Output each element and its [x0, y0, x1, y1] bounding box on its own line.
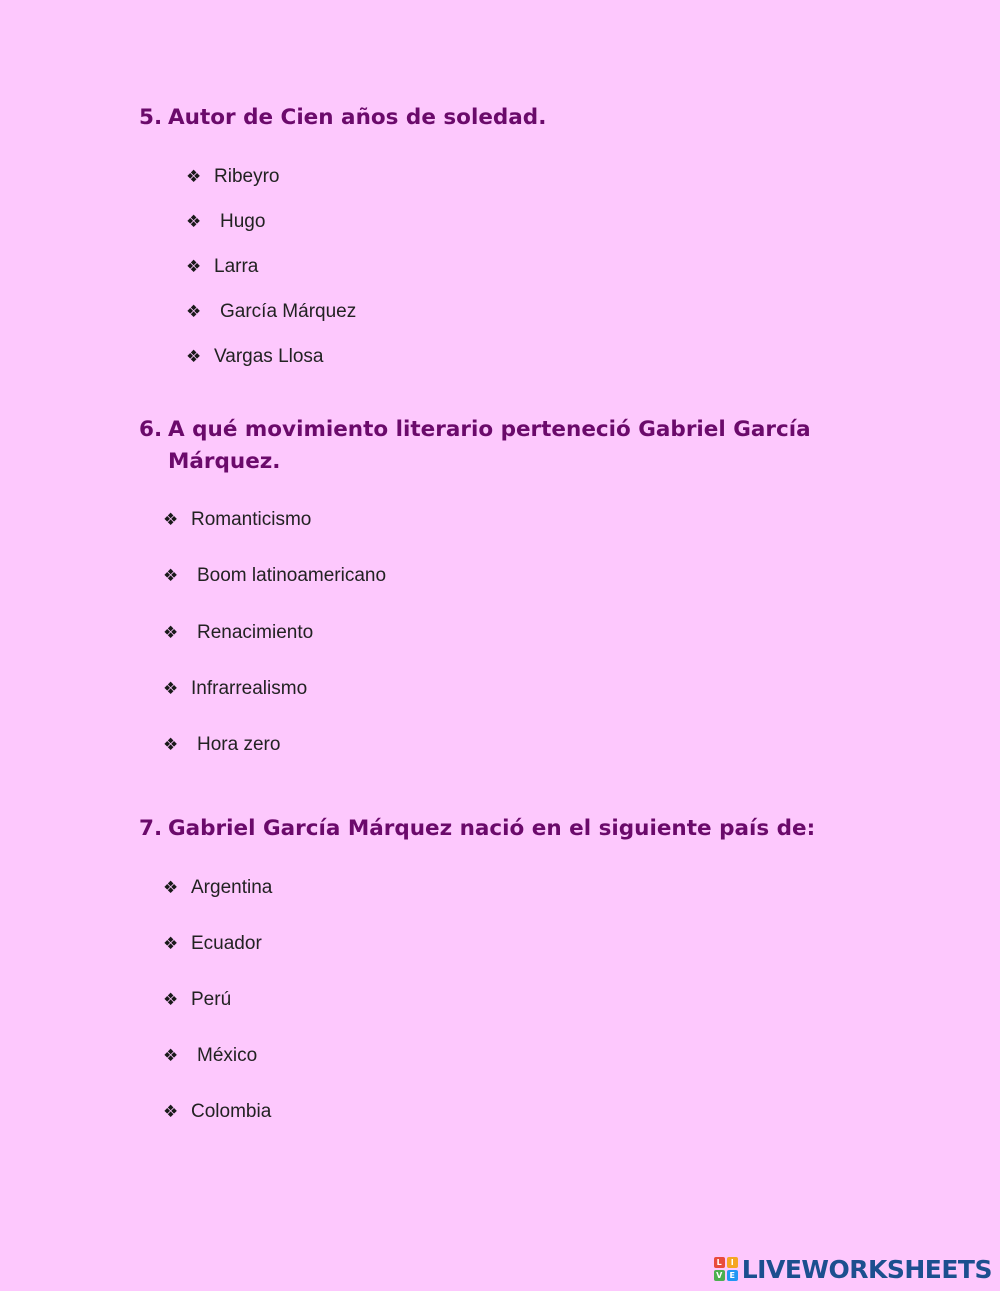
option-vargas-llosa	[186, 345, 324, 369]
option-label: Renacimiento	[197, 622, 314, 643]
option-ribeyro	[186, 165, 279, 189]
option-mexico	[163, 1044, 257, 1068]
logo-tile: V	[714, 1270, 725, 1281]
diamond-bullet-icon: ❖	[163, 1102, 179, 1122]
diamond-bullet-icon: ❖	[186, 257, 202, 277]
diamond-bullet-icon: ❖	[163, 1046, 179, 1066]
question-number: 7.	[139, 816, 163, 841]
option-hugo	[186, 210, 265, 234]
option-label: Argentina	[191, 877, 273, 898]
option-romanticismo	[163, 508, 311, 532]
diamond-bullet-icon: ❖	[163, 934, 179, 954]
diamond-bullet-icon: ❖	[186, 212, 202, 232]
diamond-bullet-icon: ❖	[186, 302, 202, 322]
option-label: Boom latinoamericano	[197, 565, 387, 586]
option-label: Romanticismo	[191, 509, 312, 530]
option-label: Perú	[191, 989, 232, 1010]
option-label: Vargas Llosa	[214, 346, 324, 367]
question-text-continued: Márquez.	[168, 449, 281, 474]
logo-tile: L	[714, 1257, 725, 1268]
diamond-bullet-icon: ❖	[163, 990, 179, 1010]
diamond-bullet-icon: ❖	[163, 878, 179, 898]
option-boom-latinoamericano	[163, 564, 386, 588]
logo-tile: E	[727, 1270, 738, 1281]
logo-tile: I	[727, 1257, 738, 1268]
option-label: Infrarrealismo	[191, 678, 308, 699]
diamond-bullet-icon: ❖	[163, 735, 179, 755]
diamond-bullet-icon: ❖	[163, 510, 179, 530]
question-number: 6.	[139, 417, 163, 442]
option-ecuador	[163, 932, 262, 956]
option-garcia-marquez	[186, 300, 356, 324]
option-peru	[163, 988, 231, 1012]
question-number: 5.	[139, 105, 163, 130]
option-label: Hora zero	[197, 734, 281, 755]
question-7-heading	[139, 813, 815, 845]
question-text: Autor de Cien años de soledad.	[168, 105, 547, 130]
option-renacimiento	[163, 621, 313, 645]
option-label: Ecuador	[191, 933, 262, 954]
option-colombia	[163, 1100, 271, 1124]
option-label: Colombia	[191, 1101, 272, 1122]
option-label: Ribeyro	[214, 166, 280, 187]
logo-text: LIVEWORKSHEETS	[741, 1254, 992, 1284]
option-infrarrealismo	[163, 677, 307, 701]
question-text: A qué movimiento literario perteneció Gabriel García	[168, 417, 811, 442]
question-6-heading	[139, 414, 811, 478]
diamond-bullet-icon: ❖	[163, 623, 179, 643]
option-label: México	[197, 1045, 258, 1066]
question-text: Gabriel García Márquez nació en el siguiente país de:	[168, 816, 816, 841]
option-label: Hugo	[220, 211, 266, 232]
option-larra	[186, 255, 258, 279]
diamond-bullet-icon: ❖	[186, 167, 202, 187]
option-argentina	[163, 876, 272, 900]
liveworksheets-logo	[714, 1255, 992, 1283]
option-label: Larra	[214, 256, 259, 277]
option-hora-zero	[163, 733, 280, 757]
diamond-bullet-icon: ❖	[163, 679, 179, 699]
question-5-heading	[139, 102, 546, 134]
option-label: García Márquez	[220, 301, 357, 322]
diamond-bullet-icon: ❖	[186, 347, 202, 367]
logo-tiles-icon	[714, 1257, 738, 1281]
diamond-bullet-icon: ❖	[163, 566, 179, 586]
